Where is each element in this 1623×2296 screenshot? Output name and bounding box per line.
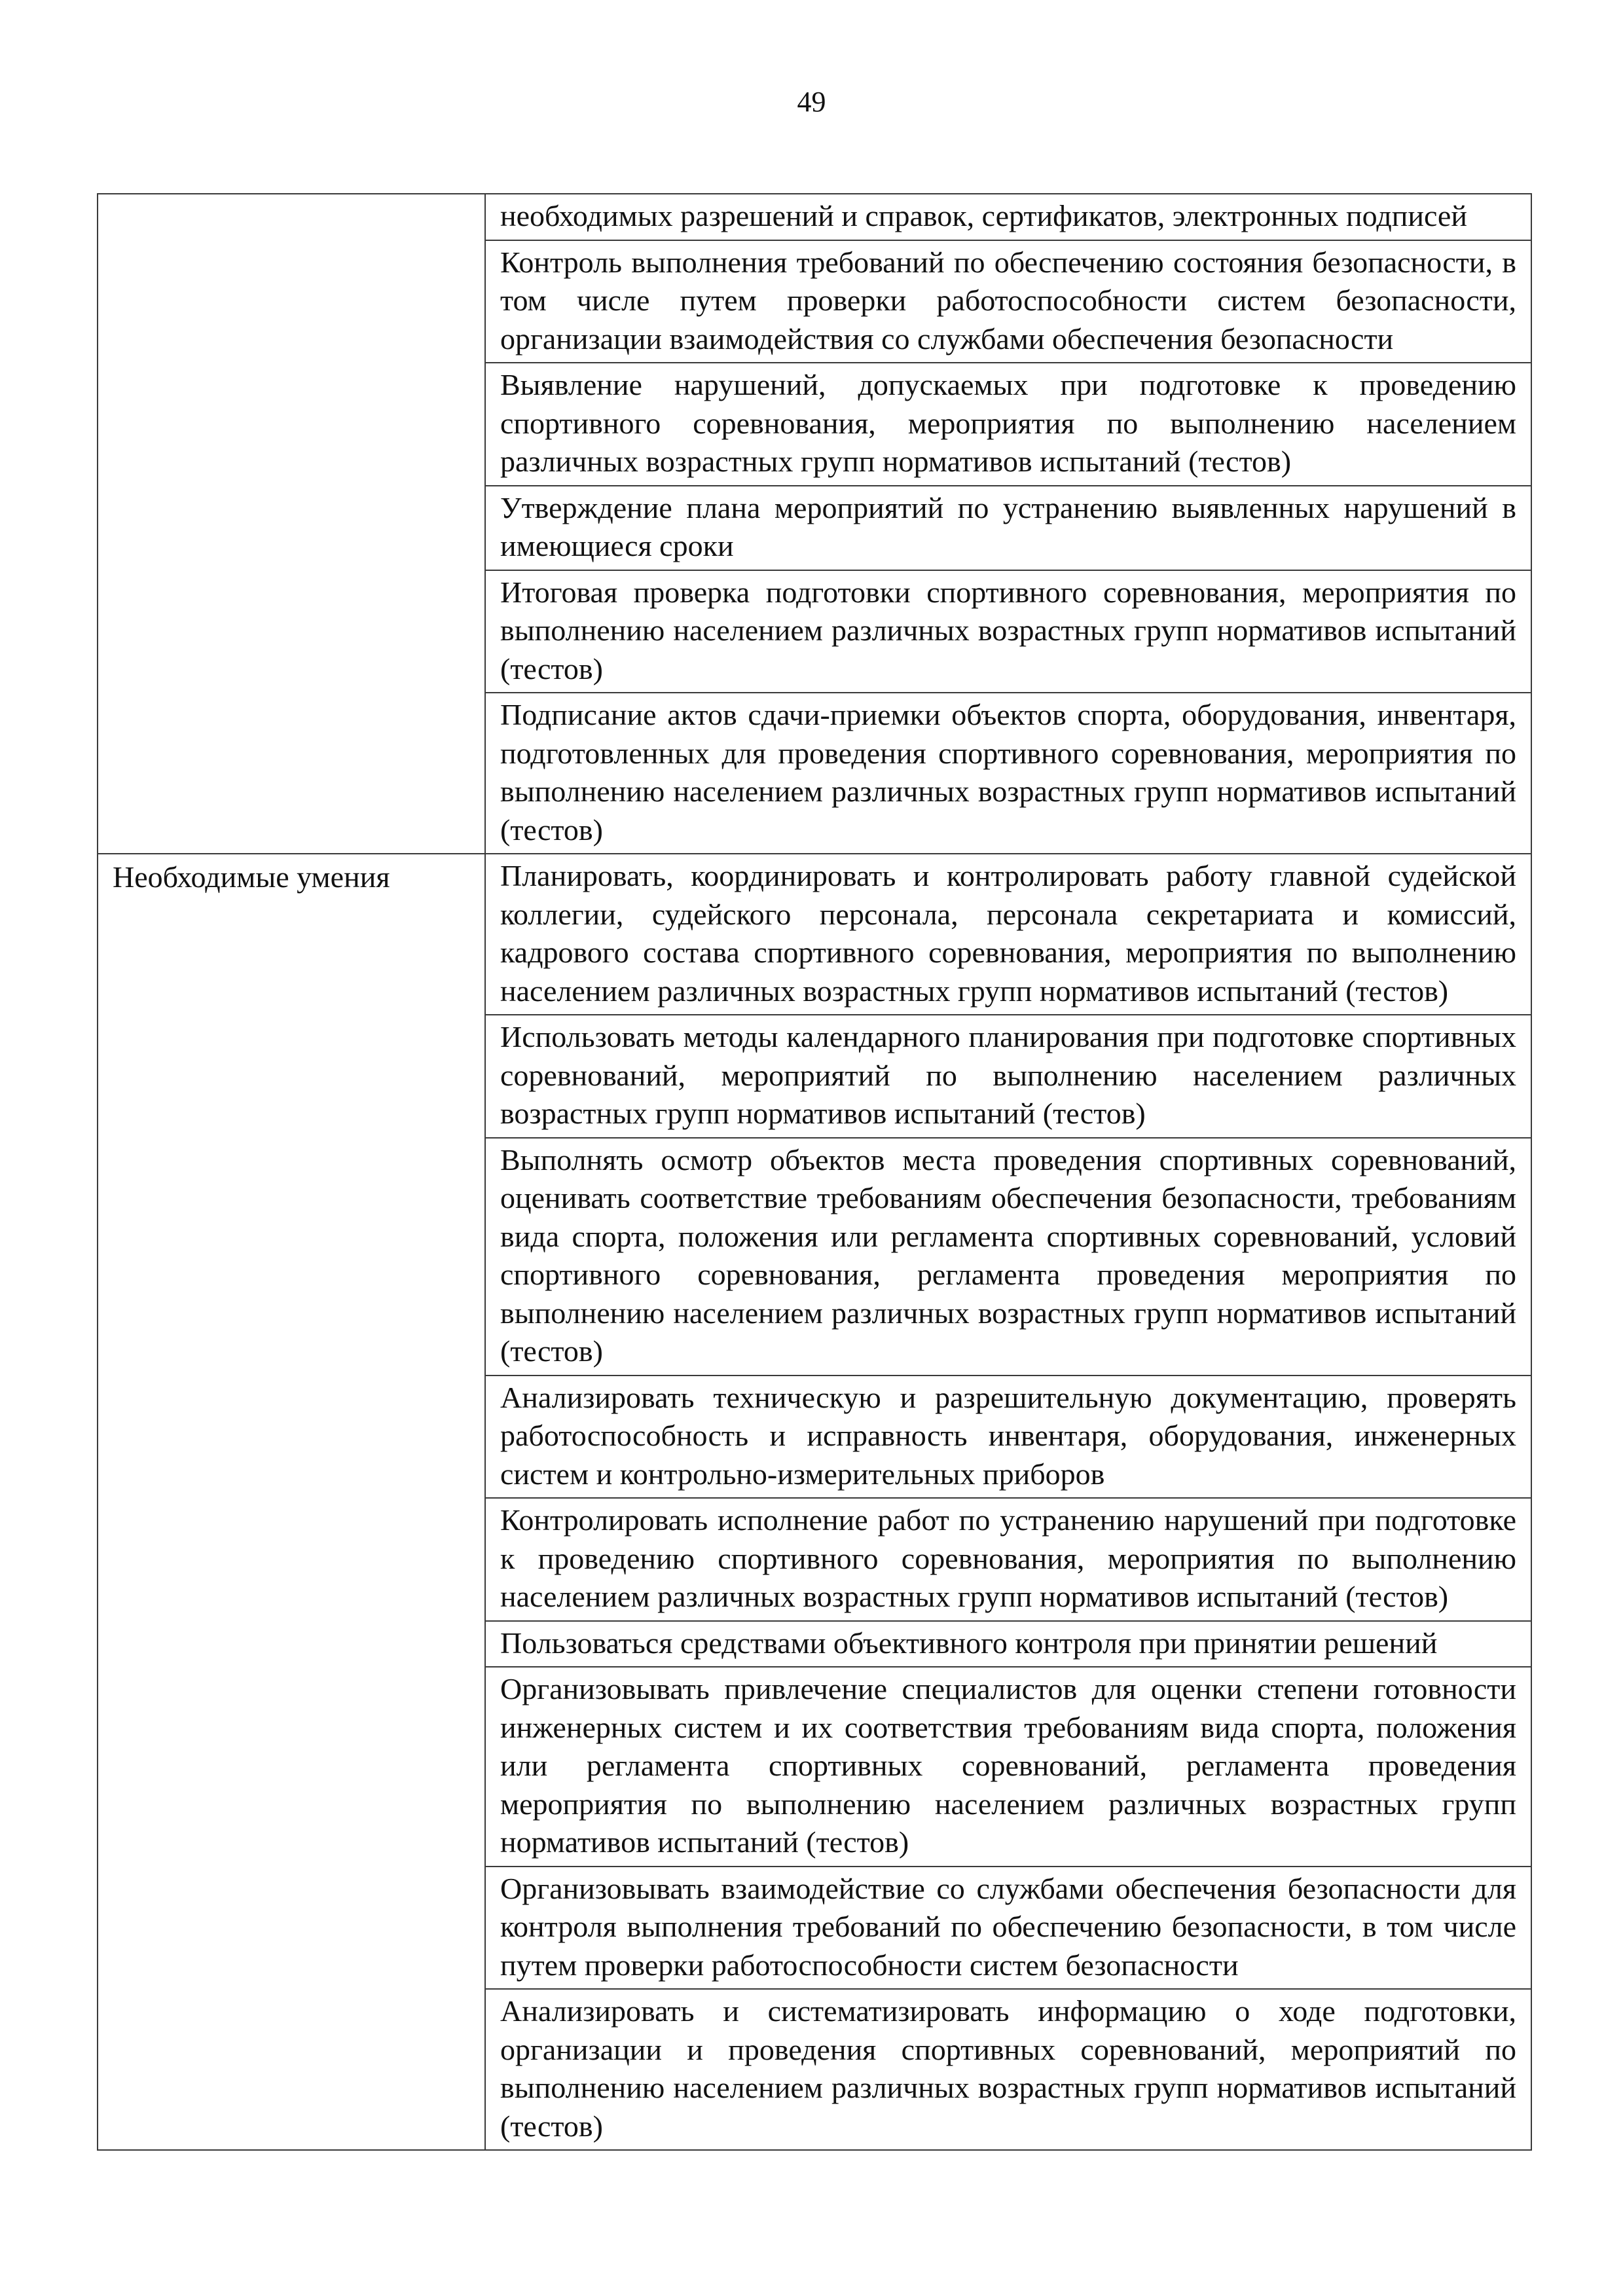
requirement-item: Подписание актов сдачи-приемки объектов спорта, оборудования, инвентаря, подготовленных для проведения спортивного соревнования, мероприятия по выполнению населением различных возрастных групп нормативов испытаний (тестов) bbox=[485, 693, 1531, 854]
requirement-item: Контролировать исполнение работ по устранению нарушений при подготовке к проведению спортивного соревнования, мероприятия по выполнению населением различных возрастных групп нормативов испытаний (тестов) bbox=[485, 1498, 1531, 1621]
group-label-required-skills: Необходимые умения bbox=[98, 854, 485, 2150]
requirement-item: Контроль выполнения требований по обеспечению состояния безопасности, в том числе путем проверки работоспособности систем безопасности, организации взаимодействия со службами обеспечения безопасности bbox=[485, 240, 1531, 363]
requirement-item: Выявление нарушений, допускаемых при подготовке к проведению спортивного соревнования, мероприятия по выполнению населением различных возрастных групп нормативов испытаний (тестов) bbox=[485, 363, 1531, 486]
requirement-item: Итоговая проверка подготовки спортивного соревнования, мероприятия по выполнению населением различных возрастных групп нормативов испытаний (тестов) bbox=[485, 570, 1531, 693]
requirement-item: Анализировать техническую и разрешительную документацию, проверять работоспособность и исправность инвентаря, оборудования, инженерных систем и контрольно-измерительных приборов bbox=[485, 1376, 1531, 1499]
requirement-item: Использовать методы календарного планирования при подготовке спортивных соревнований, мероприятий по выполнению населением различных возрастных групп нормативов испытаний (тестов) bbox=[485, 1015, 1531, 1138]
requirement-item: Организовывать привлечение специалистов для оценки степени готовности инженерных систем и их соответствия требованиям вида спорта, положения или регламента спортивных соревнований, регламента проведения мероприятия по выполнению населением различных возрастных групп нормативов испытаний (тестов) bbox=[485, 1667, 1531, 1867]
requirements-table bbox=[97, 193, 1532, 2151]
requirement-item: Организовывать взаимодействие со службами обеспечения безопасности для контроля выполнения требований по обеспечению безопасности, в том числе путем проверки работоспособности систем безопасности bbox=[485, 1867, 1531, 1990]
requirement-item: Пользоваться средствами объективного контроля при принятии решений bbox=[485, 1621, 1531, 1667]
requirement-item: Анализировать и систематизировать информацию о ходе подготовки, организации и проведения спортивных соревнований, мероприятий по выполнению населением различных возрастных групп нормативов испытаний (тестов) bbox=[485, 1989, 1531, 2150]
page-number: 49 bbox=[797, 86, 826, 118]
group-label-continued bbox=[98, 194, 485, 854]
table-row bbox=[98, 854, 1531, 1015]
requirement-item: Планировать, координировать и контролировать работу главной судейской коллегии, судейского персонала, персонала секретариата и комиссий, кадрового состава спортивного соревнования, мероприятия по выполнению населением различных возрастных групп нормативов испытаний (тестов) bbox=[485, 854, 1531, 1015]
requirement-item: необходимых разрешений и справок, сертификатов, электронных подписей bbox=[485, 194, 1531, 240]
requirement-item: Утверждение плана мероприятий по устранению выявленных нарушений в имеющиеся сроки bbox=[485, 486, 1531, 570]
table-body bbox=[98, 194, 1531, 2150]
requirement-item: Выполнять осмотр объектов места проведения спортивных соревнований, оценивать соответствие требованиям обеспечения безопасности, требованиям вида спорта, положения или регламента спортивных соревнований, условий спортивного соревнования, регламента проведения мероприятия по выполнению населением различных возрастных групп нормативов испытаний (тестов) bbox=[485, 1138, 1531, 1376]
table-row bbox=[98, 194, 1531, 240]
